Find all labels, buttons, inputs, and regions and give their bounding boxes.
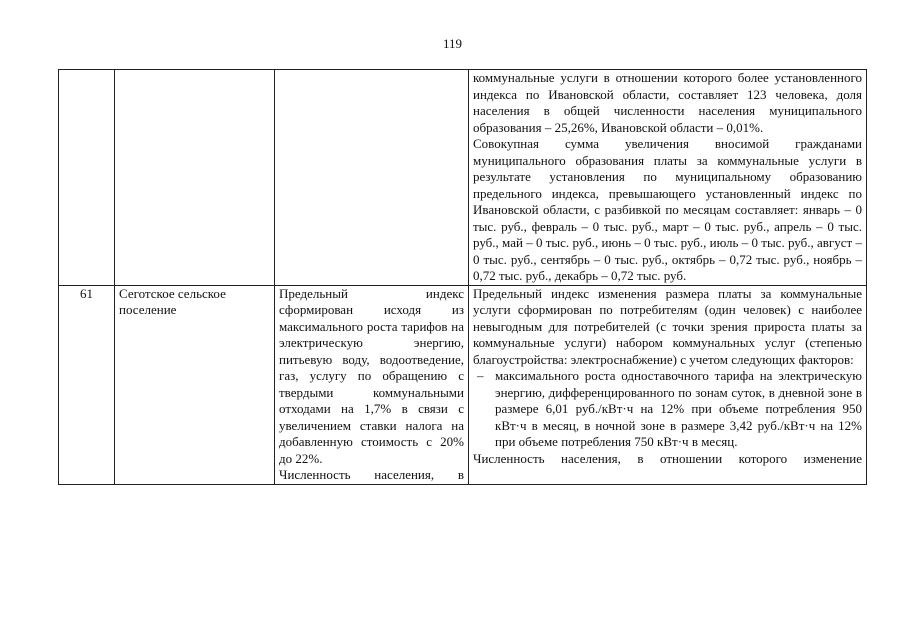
details-tail: Численность населения, в отношении которого изменение [473, 450, 862, 466]
details-cell [469, 70, 867, 286]
index-basis-paragraph: Предельный индекс сформирован исходя из максимального роста тарифов на электрическую энергию, питьевую воду, водоотведение, газ, услугу по обращению с твердыми коммунальными отходами на 1,7% в связи с увеличением ставки налога на добавленную стоимость с 20% до 22%. [279, 285, 464, 466]
table-row [59, 70, 867, 286]
table-row [59, 285, 867, 484]
list-item: – максимального роста одноставочного тарифа на электрическую энергию, дифференцированного по зонам суток, в дневной зоне в размере 6,01 руб./кВт·ч на 12% при объеме потребления 950 кВт·ч в месяц, в ночной зоне в размере 3,42 руб./кВт·ч на 12% при объеме потребления 750 кВт·ч в месяц. [473, 368, 862, 451]
row-number-cell [59, 70, 115, 286]
details-cell [469, 285, 867, 484]
details-paragraph: коммунальные услуги в отношении которого более установленного индекса по Ивановской области, составляет 123 человека, доля населения в общей численности населения муниципального образования – 25,26%, Ивановской области – 0,01%. [473, 70, 862, 135]
settlement-cell: Сеготское сельское поселение [115, 285, 275, 484]
tariff-index-table [58, 69, 867, 485]
settlement-cell [115, 70, 275, 286]
details-intro: Предельный индекс изменения размера платы за коммунальные услуги сформирован по потребителям (один человек) с наиболее невыгодным для потребителей (с точки зрения прироста платы за коммунальные услуги) набором коммунальных услуг (степенью благоустройства: электроснабжение) с учетом следующих факторов: [473, 285, 862, 367]
row-number-cell: 61 [59, 285, 115, 484]
index-basis-cell [275, 70, 469, 286]
factors-list [473, 368, 862, 451]
index-basis-cell [275, 285, 469, 484]
index-basis-paragraph: Численность населения, в [279, 467, 464, 482]
details-paragraph: Совокупная сумма увеличения вносимой гражданами муниципального образования платы за коммунальные услуги в результате установления по муниципальному образованию предельного индекса, превышающего установленный индекс по Ивановской области, с разбивкой по месяцам составляет: январь – 0 тыс. руб., февраль – 0 тыс. руб., март – 0 тыс. руб., апрель – 0 тыс. руб., май – 0 тыс. руб., июнь – 0 тыс. руб., июль – 0 тыс. руб., август – 0 тыс. руб., сентябрь – 0 тыс. руб., октябрь – 0,72 тыс. руб., ноябрь – 0,72 тыс. руб., декабрь – 0,72 тыс. руб. [473, 136, 862, 283]
page-number: 119 [442, 36, 463, 51]
